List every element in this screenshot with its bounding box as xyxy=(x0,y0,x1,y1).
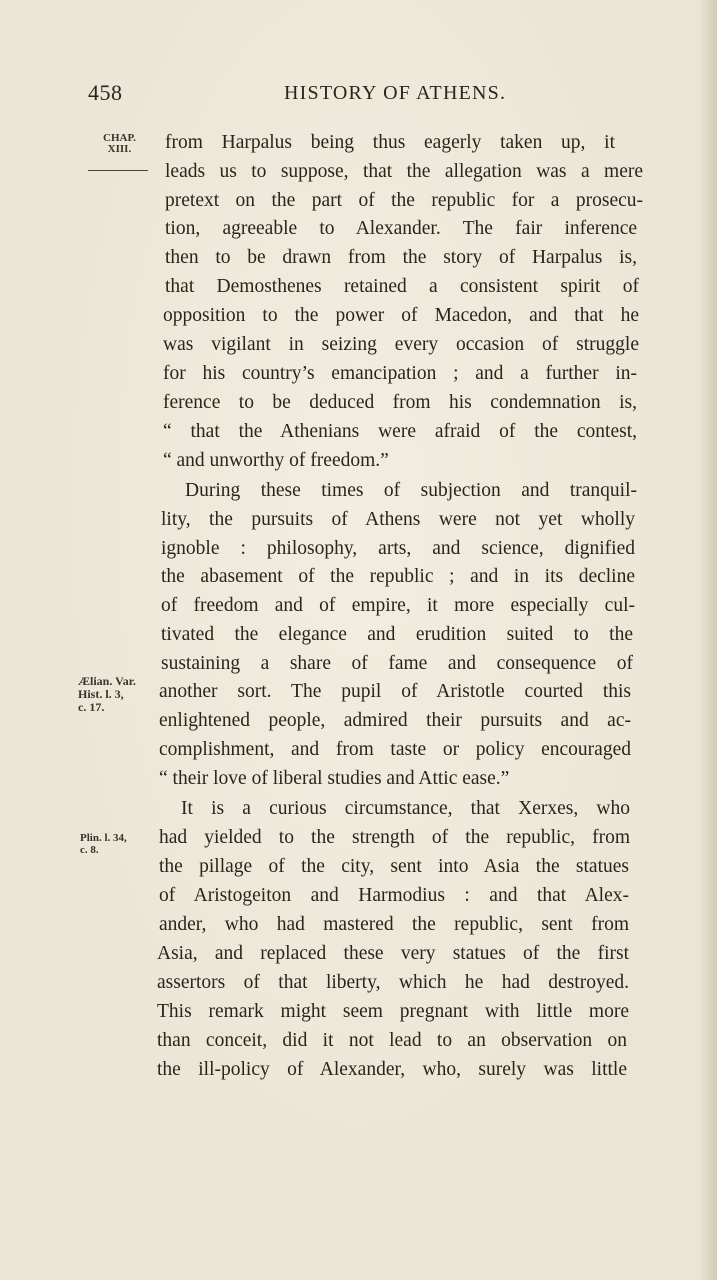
text-line: Asia, and replaced these very statues of the first xyxy=(157,943,629,964)
text-line: had yielded to the strength of the republic, from xyxy=(159,827,630,848)
text-line: “ that the Athenians were afraid of the contest, xyxy=(163,421,637,442)
text-line: then to be drawn from the story of Harpalus is, xyxy=(165,247,637,268)
text-line: ander, who had mastered the republic, sent from xyxy=(159,914,629,935)
text-line: “ their love of liberal studies and Attic ease.” xyxy=(159,768,510,789)
aelian-margin-note: Ælian. Var. Hist. l. 3, c. 17. xyxy=(78,674,136,714)
page-header xyxy=(88,80,528,110)
text-line: ignoble : philosophy, arts, and science, dignified xyxy=(161,538,635,559)
chapter-rule xyxy=(88,170,148,171)
text-line: opposition to the power of Macedon, and that he xyxy=(163,305,639,326)
plin-margin-note: Plin. l. 34, c. 8. xyxy=(80,832,127,856)
text-line: another sort. The pupil of Aristotle courted this xyxy=(159,681,631,702)
text-line: assertors of that liberty, which he had destroyed. xyxy=(157,972,629,993)
text-line: for his country’s emancipation ; and a further in- xyxy=(163,363,637,384)
text-line: pretext on the part of the republic for a prosecu- xyxy=(165,190,643,211)
text-line: This remark might seem pregnant with little more xyxy=(157,1001,629,1022)
chapter-margin-note: CHAP. XIII. xyxy=(103,132,136,155)
text-line: complishment, and from taste or policy encouraged xyxy=(159,739,631,760)
text-line: that Demosthenes retained a consistent spirit of xyxy=(165,276,639,297)
text-line: the abasement of the republic ; and in its decline xyxy=(161,566,635,587)
page-number: 458 xyxy=(88,80,123,105)
text-line: tion, agreeable to Alexander. The fair inference xyxy=(165,218,637,239)
text-line: sustaining a share of fame and consequence of xyxy=(161,653,633,674)
text-line: the ill-policy of Alexander, who, surely was little xyxy=(157,1059,627,1080)
page-edge-shadow xyxy=(699,0,717,1280)
running-head: HISTORY OF ATHENS. xyxy=(284,82,507,104)
text-line: It is a curious circumstance, that Xerxes, who xyxy=(181,798,630,819)
text-line: ference to be deduced from his condemnation is, xyxy=(163,392,637,413)
text-line: the pillage of the city, sent into Asia the statues xyxy=(159,856,629,877)
text-line: of Aristogeiton and Harmodius : and that Alex- xyxy=(159,885,629,906)
text-line: tivated the elegance and erudition suited to the xyxy=(161,624,633,645)
text-line: leads us to suppose, that the allegation was a mere xyxy=(165,161,643,182)
text-line: enlightened people, admired their pursuits and ac- xyxy=(159,710,631,731)
text-line: During these times of subjection and tranquil- xyxy=(185,480,637,501)
text-line: “ and unworthy of freedom.” xyxy=(163,450,389,471)
text-line: of freedom and of empire, it more especially cul- xyxy=(161,595,635,616)
text-line: lity, the pursuits of Athens were not yet wholly xyxy=(161,509,635,530)
text-line: than conceit, did it not lead to an observation on xyxy=(157,1030,627,1051)
text-line: was vigilant in seizing every occasion of struggle xyxy=(163,334,639,355)
text-line: from Harpalus being thus eagerly taken up, it xyxy=(165,132,615,153)
